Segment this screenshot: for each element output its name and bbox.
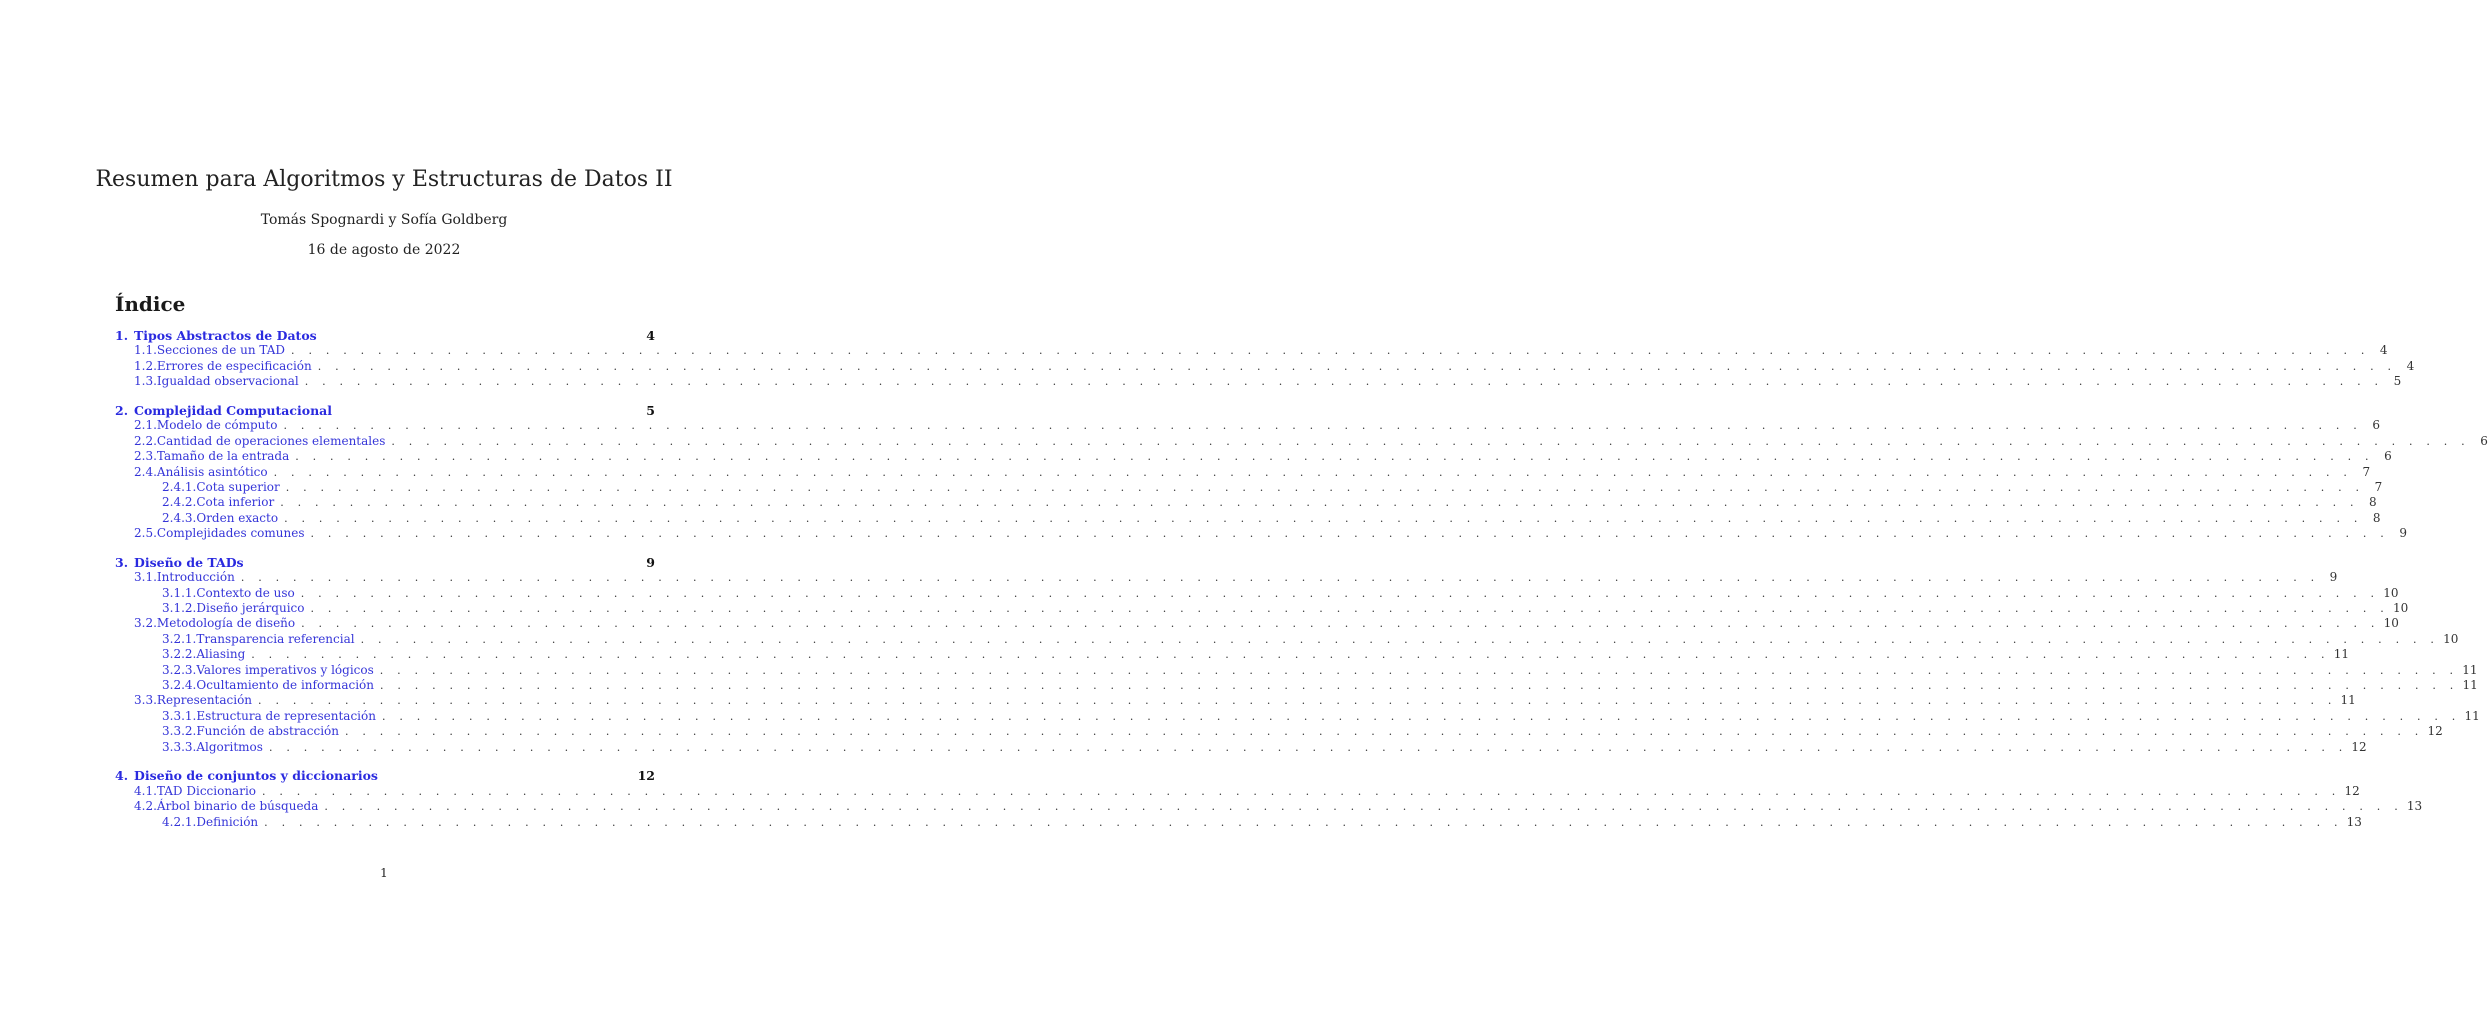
toc-entry-label[interactable]: Cantidad de operaciones elementales [156,433,386,448]
toc-entry-label[interactable]: Aliasing [196,647,246,662]
toc-entry-number: 1.3. [134,374,157,389]
toc-section-gap [115,541,655,554]
toc-entry-label[interactable]: Complejidades comunes [156,526,305,541]
toc-dot-leader: . . . . . . . . . . . . . . . . . . . . . . . . . . . . . . . . . . . . . . . . . . . . . . . . . . . . . . . . . . . . . . . . . . . . . . . . . . . . . . . . . . . . . . . . . . . . . . . . . . . . . . . . . . . . . . . . . . . . . . . . [273,465,2353,479]
toc-entry-number: 2. [115,402,129,418]
toc-dot-leader: . . . . . . . . . . . . . . . . . . . . . . . . . . . . . . . . . . . . . . . . . . . . . . . . . . . . . . . . . . . . . . . . . . . . . . . . . . . . . . . . . . . . . . . . . . . . . . . . . . . . . . . . . . . . . . . . . . . . . . . . [284,511,2363,525]
toc-entry-label[interactable]: Secciones de un TAD [156,343,286,358]
toc-entry-label[interactable]: Árbol binario de búsqueda [156,799,319,814]
toc-entry-label[interactable]: Tipos Abstractos de Datos [134,328,317,343]
toc-entry-page[interactable]: 12 [2344,783,2360,798]
toc-entry-page[interactable]: 12 [2351,739,2367,754]
toc-entry-page[interactable]: 10 [2383,585,2399,600]
toc-entry-page[interactable]: 4 [646,328,655,343]
toc-entry-label[interactable]: Análisis asintótico [156,464,268,479]
toc-entry-page[interactable]: 13 [2406,799,2423,814]
toc-subsection-entry[interactable] [115,464,2371,480]
toc-subsection-entry[interactable] [115,418,2380,433]
toc-dot-leader: . . . . . . . . . . . . . . . . . . . . . . . . . . . . . . . . . . . . . . . . . . . . . . . . . . . . . . . . . . . . . . . . . . . . . . . . . . . . . . . . . . . . . . . . . . . . . . . . . . . . . . . . . . . . . . . . . . . . . . . . [258,694,2337,708]
toc-entry-number: 3.2.3. [162,662,197,677]
toc-dot-leader: . . . . . . . . . . . . . . . . . . . . . . . . . . . . . . . . . . . . . . . . . . . . . . . . . . . . . . . . . . . . . . . . . . . . . . . . . . . . . . . . . . . . . . . . . . . . . . . . . . . . . . . . . . . . . . . . . . . . . . . . [317,359,2397,373]
toc-dot-leader: . . . . . . . . . . . . . . . . . . . . . . . . . . . . . . . . . . . . . . . . . . . . . . . . . . . . . . . . . . . . . . . . . . . . . . . . . . . . . . . . . . . . . . . . . . . . . . . . . . . . . . . . . . . . . . . . . . . . . . . . [268,740,2348,754]
toc-entry-number: 2.4.1. [162,479,197,494]
toc-entry-number: 3.2.4. [162,677,197,692]
toc-subsection-entry[interactable] [115,374,2402,389]
toc-entry-label[interactable]: Estructura de representación [196,708,376,723]
toc-entry-label[interactable]: Igualdad observacional [156,374,299,389]
toc-entry-page[interactable]: 6 [2384,449,2392,464]
toc-entry-number: 3.2. [134,616,157,631]
toc-entry-number: 3.1. [134,570,157,585]
toc-subsection-entry[interactable] [115,647,2350,662]
toc-dot-leader: . . . . . . . . . . . . . . . . . . . . . . . . . . . . . . . . . . . . . . . . . . . . . . . . . . . . . . . . . . . . . . . . . . . . . . . . . . . . . . . . . . . . . . . . . . . . . . . . . . . . . . . . . . . . . . . . . . . . . . . . [381,709,2461,723]
toc-entry-label[interactable]: Algoritmos [196,739,263,754]
toc-entry-number: 1. [115,328,129,343]
toc-entry-page[interactable]: 8 [2372,510,2381,525]
toc-dot-leader: . . . . . . . . . . . . . . . . . . . . . . . . . . . . . . . . . . . . . . . . . . . . . . . . . . . . . . . . . . . . . . . . . . . . . . . . . . . . . . . . . . . . . . . . . . . . . . . . . . . . . . . . . . . . . . . . . . . . . . . . [291,344,2370,358]
toc-subsection-entry[interactable] [115,510,2381,526]
toc-entry-page[interactable]: 4 [2406,358,2415,373]
toc-heading: Índice [115,292,186,316]
toc-entry-page[interactable]: 11 [2464,708,2480,723]
toc-dot-leader: . . . . . . . . . . . . . . . . . . . . . . . . . . . . . . . . . . . . . . . . . . . . . . . . . . . . . . . . . . . . . . . . . . . . . . . . . . . . . . . . . . . . . . . . . . . . . . . . . . . . . . . . . . . . . . . . . . . . . . . . [262,784,2341,798]
document-authors: Tomás Spognardi y Sofía Goldberg [260,212,508,228]
toc-entry-label[interactable]: Diseño jerárquico [196,601,305,616]
toc-dot-leader: . . . . . . . . . . . . . . . . . . . . . . . . . . . . . . . . . . . . . . . . . . . . . . . . . . . . . . . . . . . . . . . . . . . . . . . . . . . . . . . . . . . . . . . . . . . . . . . . . . . . . . . . . . . . . . . . . . . . . . . . [304,375,2384,389]
toc-subsection-entry[interactable] [115,601,2409,616]
toc-subsection-entry[interactable] [115,799,2423,814]
toc-entry-label[interactable]: Errores de especificación [156,358,312,373]
toc-entry-number: 2.1. [134,418,157,433]
toc-subsection-entry[interactable] [115,585,2399,601]
toc-entry-page[interactable]: 7 [2374,479,2383,494]
toc-subsection-entry[interactable] [115,358,2415,374]
page-number: 1 [380,866,388,880]
toc-subsection-entry[interactable] [115,433,2488,449]
toc-dot-leader: . . . . . . . . . . . . . . . . . . . . . . . . . . . . . . . . . . . . . . . . . . . . . . . . . . . . . . . . . . . . . . . . . . . . . . . . . . . . . . . . . . . . . . . . . . . . . . . . . . . . . . . . . . . . . . . . . . . . . . . . [280,496,2359,510]
toc-dot-leader: . . . . . . . . . . . . . . . . . . . . . . . . . . . . . . . . . . . . . . . . . . . . . . . . . . . . . . . . . . . . . . . . . . . . . . . . . . . . . . . . . . . . . . . . . . . . . . . . . . . . . . . . . . . . . . . . . . . . . . . . [310,602,2389,616]
toc-subsection-entry[interactable] [115,814,2362,830]
toc-entry-page[interactable]: 7 [2362,464,2371,479]
toc-entry-label[interactable]: TAD Diccionario [156,783,256,798]
document-title: Resumen para Algoritmos y Estructuras de Datos II [95,167,673,192]
toc-subsection-entry[interactable] [115,708,2480,724]
document-date: 16 de agosto de 2022 [307,242,461,258]
toc-entry-label[interactable]: Tamaño de la entrada [156,449,290,464]
toc-entry-page[interactable]: 10 [2383,616,2399,631]
toc-entry-page[interactable]: 12 [637,768,655,784]
toc-entry-number: 4.1. [134,783,157,798]
toc-entry-number: 3.1.1. [162,585,197,600]
toc-entry-number: 2.4.2. [162,495,197,510]
toc-entry-page[interactable]: 11 [2462,662,2478,677]
toc-entry-page[interactable]: 9 [2329,570,2338,585]
toc-entry-page[interactable]: 5 [646,402,655,418]
toc-entry-label[interactable]: Ocultamiento de información [196,677,374,692]
toc-dot-leader: . . . . . . . . . . . . . . . . . . . . . . . . . . . . . . . . . . . . . . . . . . . . . . . . . . . . . . . . . . . . . . . . . . . . . . . . . . . . . . . . . . . . . . . . . . . . . . . . . . . . . . . . . . . . . . . . . . . . . . . . [391,434,2470,448]
toc-subsection-entry[interactable] [115,570,2338,585]
toc-entry-number: 3.3.1. [162,708,197,723]
toc-entry-label[interactable]: Orden exacto [196,510,279,525]
toc-dot-leader: . . . . . . . . . . . . . . . . . . . . . . . . . . . . . . . . . . . . . . . . . . . . . . . . . . . . . . . . . . . . . . . . . . . . . . . . . . . . . . . . . . . . . . . . . . . . . . . . . . . . . . . . . . . . . . . . . . . . . . . . [300,586,2380,600]
toc-entry-number: 2.2. [134,433,157,448]
toc-subsection-entry[interactable] [115,677,2478,693]
toc-entry-number: 3. [115,554,129,570]
toc-entry-page[interactable]: 11 [2333,647,2350,662]
toc-entry-number: 1.2. [134,358,157,373]
toc-subsection-entry[interactable] [115,479,2383,495]
table-of-contents [115,328,2488,830]
toc-entry-number: 2.4.3. [162,510,197,525]
toc-entry-page[interactable]: 4 [2379,343,2388,358]
toc-entry-page[interactable]: 11 [2340,693,2356,708]
toc-section-gap [115,755,655,768]
toc-entry-label[interactable]: Complejidad Computacional [134,402,333,418]
toc-entry-number: 4. [115,768,129,784]
toc-entry-number: 1.1. [134,343,157,358]
toc-subsection-entry[interactable] [115,783,2360,799]
toc-section-entry[interactable] [115,555,655,570]
toc-entry-number: 4.2.1. [162,814,197,829]
toc-entry-label[interactable]: Representación [156,693,253,708]
toc-entry-number: 3.3. [134,693,157,708]
toc-entry-label[interactable]: Diseño de conjuntos y diccionarios [134,768,378,784]
toc-dot-leader: . . . . . . . . . . . . . . . . . . . . . . . . . . . . . . . . . . . . . . . . . . . . . . . . . . . . . . . . . . . . . . . . . . . . . . . . . . . . . . . . . . . . . . . . . . . . . . . . . . . . . . . . . . . . . . . . . . . . . . . . [379,678,2459,692]
toc-entry-label[interactable]: Transparencia referencial [196,631,355,646]
toc-dot-leader: . . . . . . . . . . . . . . . . . . . . . . . . . . . . . . . . . . . . . . . . . . . . . . . . . . . . . . . . . . . . . . . . . . . . . . . . . . . . . . . . . . . . . . . . . . . . . . . . . . . . . . . . . . . . . . . . . . . . . . . . [283,419,2362,433]
toc-entry-label[interactable]: Cota superior [196,479,280,494]
toc-entry-page[interactable]: 12 [2427,724,2443,739]
toc-dot-leader: . . . . . . . . . . . . . . . . . . . . . . . . . . . . . . . . . . . . . . . . . . . . . . . . . . . . . . . . . . . . . . . . . . . . . . . . . . . . . . . . . . . . . . . . . . . . . . . . . . . . . . . . . . . . . . . . . . . . . . . . [295,450,2374,464]
toc-dot-leader: . . . . . . . . . . . . . . . . . . . . . . . . . . . . . . . . . . . . . . . . . . . . . . . . . . . . . . . . . . . . . . . . . . . . . . . . . . . . . . . . . . . . . . . . . . . . . . . . . . . . . . . . . . . . . . . . . . . . . . . . [264,815,2343,829]
toc-entry-label[interactable]: Definición [196,814,259,829]
toc-entry-page[interactable]: 11 [2462,677,2478,692]
toc-entry-label[interactable]: Función de abstracción [196,724,340,739]
toc-entry-number: 3.3.2. [162,724,197,739]
toc-entry-number: 3.3.3. [162,739,197,754]
toc-subsection-entry[interactable] [115,343,2388,358]
toc-dot-leader: . . . . . . . . . . . . . . . . . . . . . . . . . . . . . . . . . . . . . . . . . . . . . . . . . . . . . . . . . . . . . . . . . . . . . . . . . . . . . . . . . . . . . . . . . . . . . . . . . . . . . . . . . . . . . . . . . . . . . . . . [324,800,2403,814]
toc-entry-number: 2.4. [134,464,157,479]
toc-subsection-entry[interactable] [115,631,2459,647]
toc-dot-leader: . . . . . . . . . . . . . . . . . . . . . . . . . . . . . . . . . . . . . . . . . . . . . . . . . . . . . . . . . . . . . . . . . . . . . . . . . . . . . . . . . . . . . . . . . . . . . . . . . . . . . . . . . . . . . . . . . . . . . . . . [240,571,2320,585]
toc-entry-page[interactable]: 13 [2346,814,2362,829]
toc-subsection-entry[interactable] [115,495,2377,510]
toc-dot-leader: . . . . . . . . . . . . . . . . . . . . . . . . . . . . . . . . . . . . . . . . . . . . . . . . . . . . . . . . . . . . . . . . . . . . . . . . . . . . . . . . . . . . . . . . . . . . . . . . . . . . . . . . . . . . . . . . . . . . . . . . [345,725,2424,739]
toc-dot-leader: . . . . . . . . . . . . . . . . . . . . . . . . . . . . . . . . . . . . . . . . . . . . . . . . . . . . . . . . . . . . . . . . . . . . . . . . . . . . . . . . . . . . . . . . . . . . . . . . . . . . . . . . . . . . . . . . . . . . . . . . [301,617,2380,631]
toc-entry-label[interactable]: Contexto de uso [196,585,295,600]
toc-subsection-entry[interactable] [115,449,2392,464]
toc-section-entry[interactable] [115,403,655,418]
toc-entry-page[interactable]: 6 [2372,418,2380,433]
toc-section-entry[interactable] [115,768,655,783]
toc-entry-page[interactable]: 10 [2443,631,2459,646]
toc-dot-leader: . . . . . . . . . . . . . . . . . . . . . . . . . . . . . . . . . . . . . . . . . . . . . . . . . . . . . . . . . . . . . . . . . . . . . . . . . . . . . . . . . . . . . . . . . . . . . . . . . . . . . . . . . . . . . . . . . . . . . . . . [379,663,2459,677]
toc-entry-number: 3.2.2. [162,647,197,662]
toc-entry-page[interactable]: 10 [2392,601,2409,616]
toc-dot-leader: . . . . . . . . . . . . . . . . . . . . . . . . . . . . . . . . . . . . . . . . . . . . . . . . . . . . . . . . . . . . . . . . . . . . . . . . . . . . . . . . . . . . . . . . . . . . . . . . . . . . . . . . . . . . . . . . . . . . . . . . [310,527,2389,541]
toc-section-entry[interactable] [115,328,655,343]
toc-entry-label[interactable]: Metodología de diseño [156,616,296,631]
toc-entry-number: 4.2. [134,799,157,814]
toc-entry-number: 3.1.2. [162,601,197,616]
toc-entry-label[interactable]: Diseño de TADs [134,554,244,570]
toc-subsection-entry[interactable] [115,662,2478,678]
toc-dot-leader: . . . . . . . . . . . . . . . . . . . . . . . . . . . . . . . . . . . . . . . . . . . . . . . . . . . . . . . . . . . . . . . . . . . . . . . . . . . . . . . . . . . . . . . . . . . . . . . . . . . . . . . . . . . . . . . . . . . . . . . . [285,480,2365,494]
toc-entry-page[interactable]: 5 [2393,374,2402,389]
toc-subsection-entry[interactable] [115,739,2367,755]
toc-entry-number: 2.3. [134,449,157,464]
toc-section-gap [115,390,655,403]
toc-entry-label[interactable]: Modelo de cómputo [156,418,278,433]
toc-entry-number: 2.5. [134,526,157,541]
toc-subsection-entry[interactable] [115,526,2407,541]
toc-entry-page[interactable]: 9 [2399,526,2407,541]
toc-subsection-entry[interactable] [115,616,2399,631]
toc-entry-label[interactable]: Introducción [156,570,235,585]
toc-entry-page[interactable]: 6 [2480,433,2488,448]
toc-subsection-entry[interactable] [115,693,2356,708]
toc-entry-label[interactable]: Cota inferior [196,495,275,510]
toc-entry-page[interactable]: 9 [646,554,655,570]
toc-dot-leader: . . . . . . . . . . . . . . . . . . . . . . . . . . . . . . . . . . . . . . . . . . . . . . . . . . . . . . . . . . . . . . . . . . . . . . . . . . . . . . . . . . . . . . . . . . . . . . . . . . . . . . . . . . . . . . . . . . . . . . . . [251,648,2330,662]
toc-entry-number: 3.2.1. [162,631,197,646]
toc-entry-page[interactable]: 8 [2369,495,2377,510]
toc-dot-leader: . . . . . . . . . . . . . . . . . . . . . . . . . . . . . . . . . . . . . . . . . . . . . . . . . . . . . . . . . . . . . . . . . . . . . . . . . . . . . . . . . . . . . . . . . . . . . . . . . . . . . . . . . . . . . . . . . . . . . . . . [360,632,2440,646]
toc-subsection-entry[interactable] [115,724,2443,739]
toc-entry-label[interactable]: Valores imperativos y lógicos [196,662,374,677]
